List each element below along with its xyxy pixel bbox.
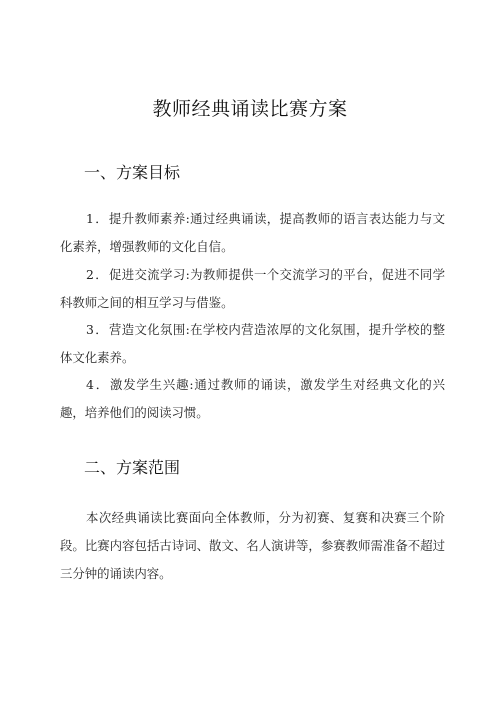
goal-item-number: 3． [86,322,110,337]
goal-item-number: 4． [86,377,110,392]
goal-item-text: 在学校内营造浓厚的文化氛围，提升学校的整体文化素养。 [60,322,445,365]
goal-item-label: 提升教师素养: [109,211,190,226]
goal-item-1 [60,205,445,261]
section-heading-goals: 一、方案目标 [84,163,181,182]
document-title: 教师经典诵读比赛方案 [152,98,348,120]
scope-paragraph: 本次经典诵读比赛面向全体教师，分为初赛、复赛和决赛三个阶段。比赛内容包括古诗词、散文、名人演讲等，参赛教师需准备不超过三分钟的诵读内容。 [60,510,445,581]
goal-item-label: 促进交流学习: [109,267,190,282]
goal-item-text: 为教师提供一个交流学习的平台，促进不同学科教师之间的相互学习与借鉴。 [60,267,445,310]
goal-item-text: 通过教师的诵读，激发学生对经典文化的兴趣，培养他们的阅读习惯。 [60,377,445,420]
goal-item-number: 1． [86,211,110,226]
goal-item-label: 激发学生兴趣: [109,377,194,392]
section-heading-scope: 二、方案范围 [84,458,181,477]
goal-item-label: 营造文化氛围: [109,322,190,337]
goal-item-2 [60,261,445,317]
goal-item-4 [60,371,445,427]
goal-item-3 [60,316,445,372]
goal-item-number: 2． [86,267,110,282]
goal-item-text: 通过经典诵读，提高教师的语言表达能力与文化素养，增强教师的文化自信。 [60,211,445,254]
